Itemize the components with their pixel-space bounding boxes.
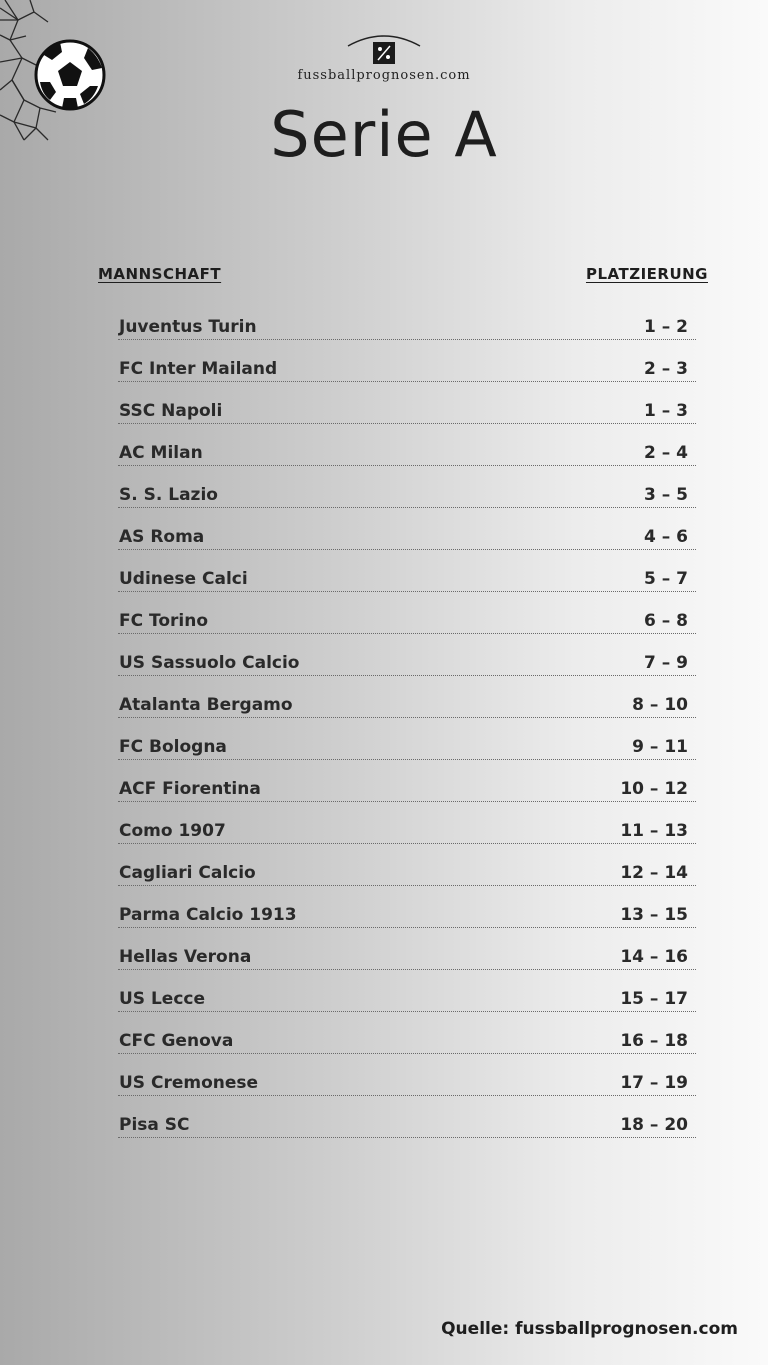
source-footer: Quelle: fussballprognosen.com [441,1319,738,1339]
team-placement: 15 – 17 [620,989,688,1009]
team-name: AC Milan [119,443,203,463]
team-name: Udinese Calci [119,569,248,589]
team-table [118,298,696,1138]
team-placement: 2 – 4 [644,443,688,463]
table-row [118,466,696,508]
team-name: CFC Genova [119,1031,234,1051]
team-placement: 2 – 3 [644,359,688,379]
site-logo [0,30,768,83]
team-placement: 8 – 10 [632,695,688,715]
team-placement: 18 – 20 [620,1115,688,1135]
team-placement: 7 – 9 [644,653,688,673]
table-row [118,508,696,550]
table-row [118,340,696,382]
table-row [118,970,696,1012]
table-row [118,1012,696,1054]
team-name: FC Torino [119,611,209,631]
team-placement: 4 – 6 [644,527,688,547]
team-name: Como 1907 [119,821,226,841]
team-name: Cagliari Calcio [119,863,256,883]
table-row [118,634,696,676]
site-name: fussballprognosen.com [297,68,471,83]
team-name: US Cremonese [119,1073,259,1093]
team-name: FC Inter Mailand [119,359,278,379]
team-name: ACF Fiorentina [119,779,261,799]
team-name: Pisa SC [119,1115,190,1135]
team-placement: 10 – 12 [620,779,688,799]
table-row [118,676,696,718]
table-row [118,424,696,466]
team-placement: 11 – 13 [620,821,688,841]
team-placement: 13 – 15 [620,905,688,925]
table-row [118,550,696,592]
table-row [118,760,696,802]
team-name: FC Bologna [119,737,227,757]
team-placement: 1 – 3 [644,401,688,421]
table-row [118,1096,696,1138]
table-row [118,382,696,424]
team-placement: 14 – 16 [620,947,688,967]
team-name: US Sassuolo Calcio [119,653,300,673]
table-row [118,1054,696,1096]
team-placement: 16 – 18 [620,1031,688,1051]
team-placement: 5 – 7 [644,569,688,589]
column-header-team: MANNSCHAFT [98,265,222,283]
team-name: Atalanta Bergamo [119,695,293,715]
team-name: Parma Calcio 1913 [119,905,297,925]
column-header-placement: PLATZIERUNG [585,265,708,283]
team-placement: 3 – 5 [644,485,688,505]
team-name: AS Roma [119,527,205,547]
page-title: Serie A [270,98,498,171]
logo-emblem-icon [344,30,424,66]
table-row [118,718,696,760]
table-row [118,928,696,970]
team-name: SSC Napoli [119,401,223,421]
team-name: US Lecce [119,989,206,1009]
team-name: Hellas Verona [119,947,252,967]
team-placement: 1 – 2 [644,317,688,337]
table-row [118,886,696,928]
table-row [118,592,696,634]
team-name: S. S. Lazio [119,485,218,505]
team-placement: 17 – 19 [620,1073,688,1093]
team-name: Juventus Turin [119,317,257,337]
team-placement: 9 – 11 [632,737,688,757]
table-row [118,298,696,340]
team-placement: 12 – 14 [620,863,688,883]
table-row [118,844,696,886]
team-placement: 6 – 8 [644,611,688,631]
table-row [118,802,696,844]
